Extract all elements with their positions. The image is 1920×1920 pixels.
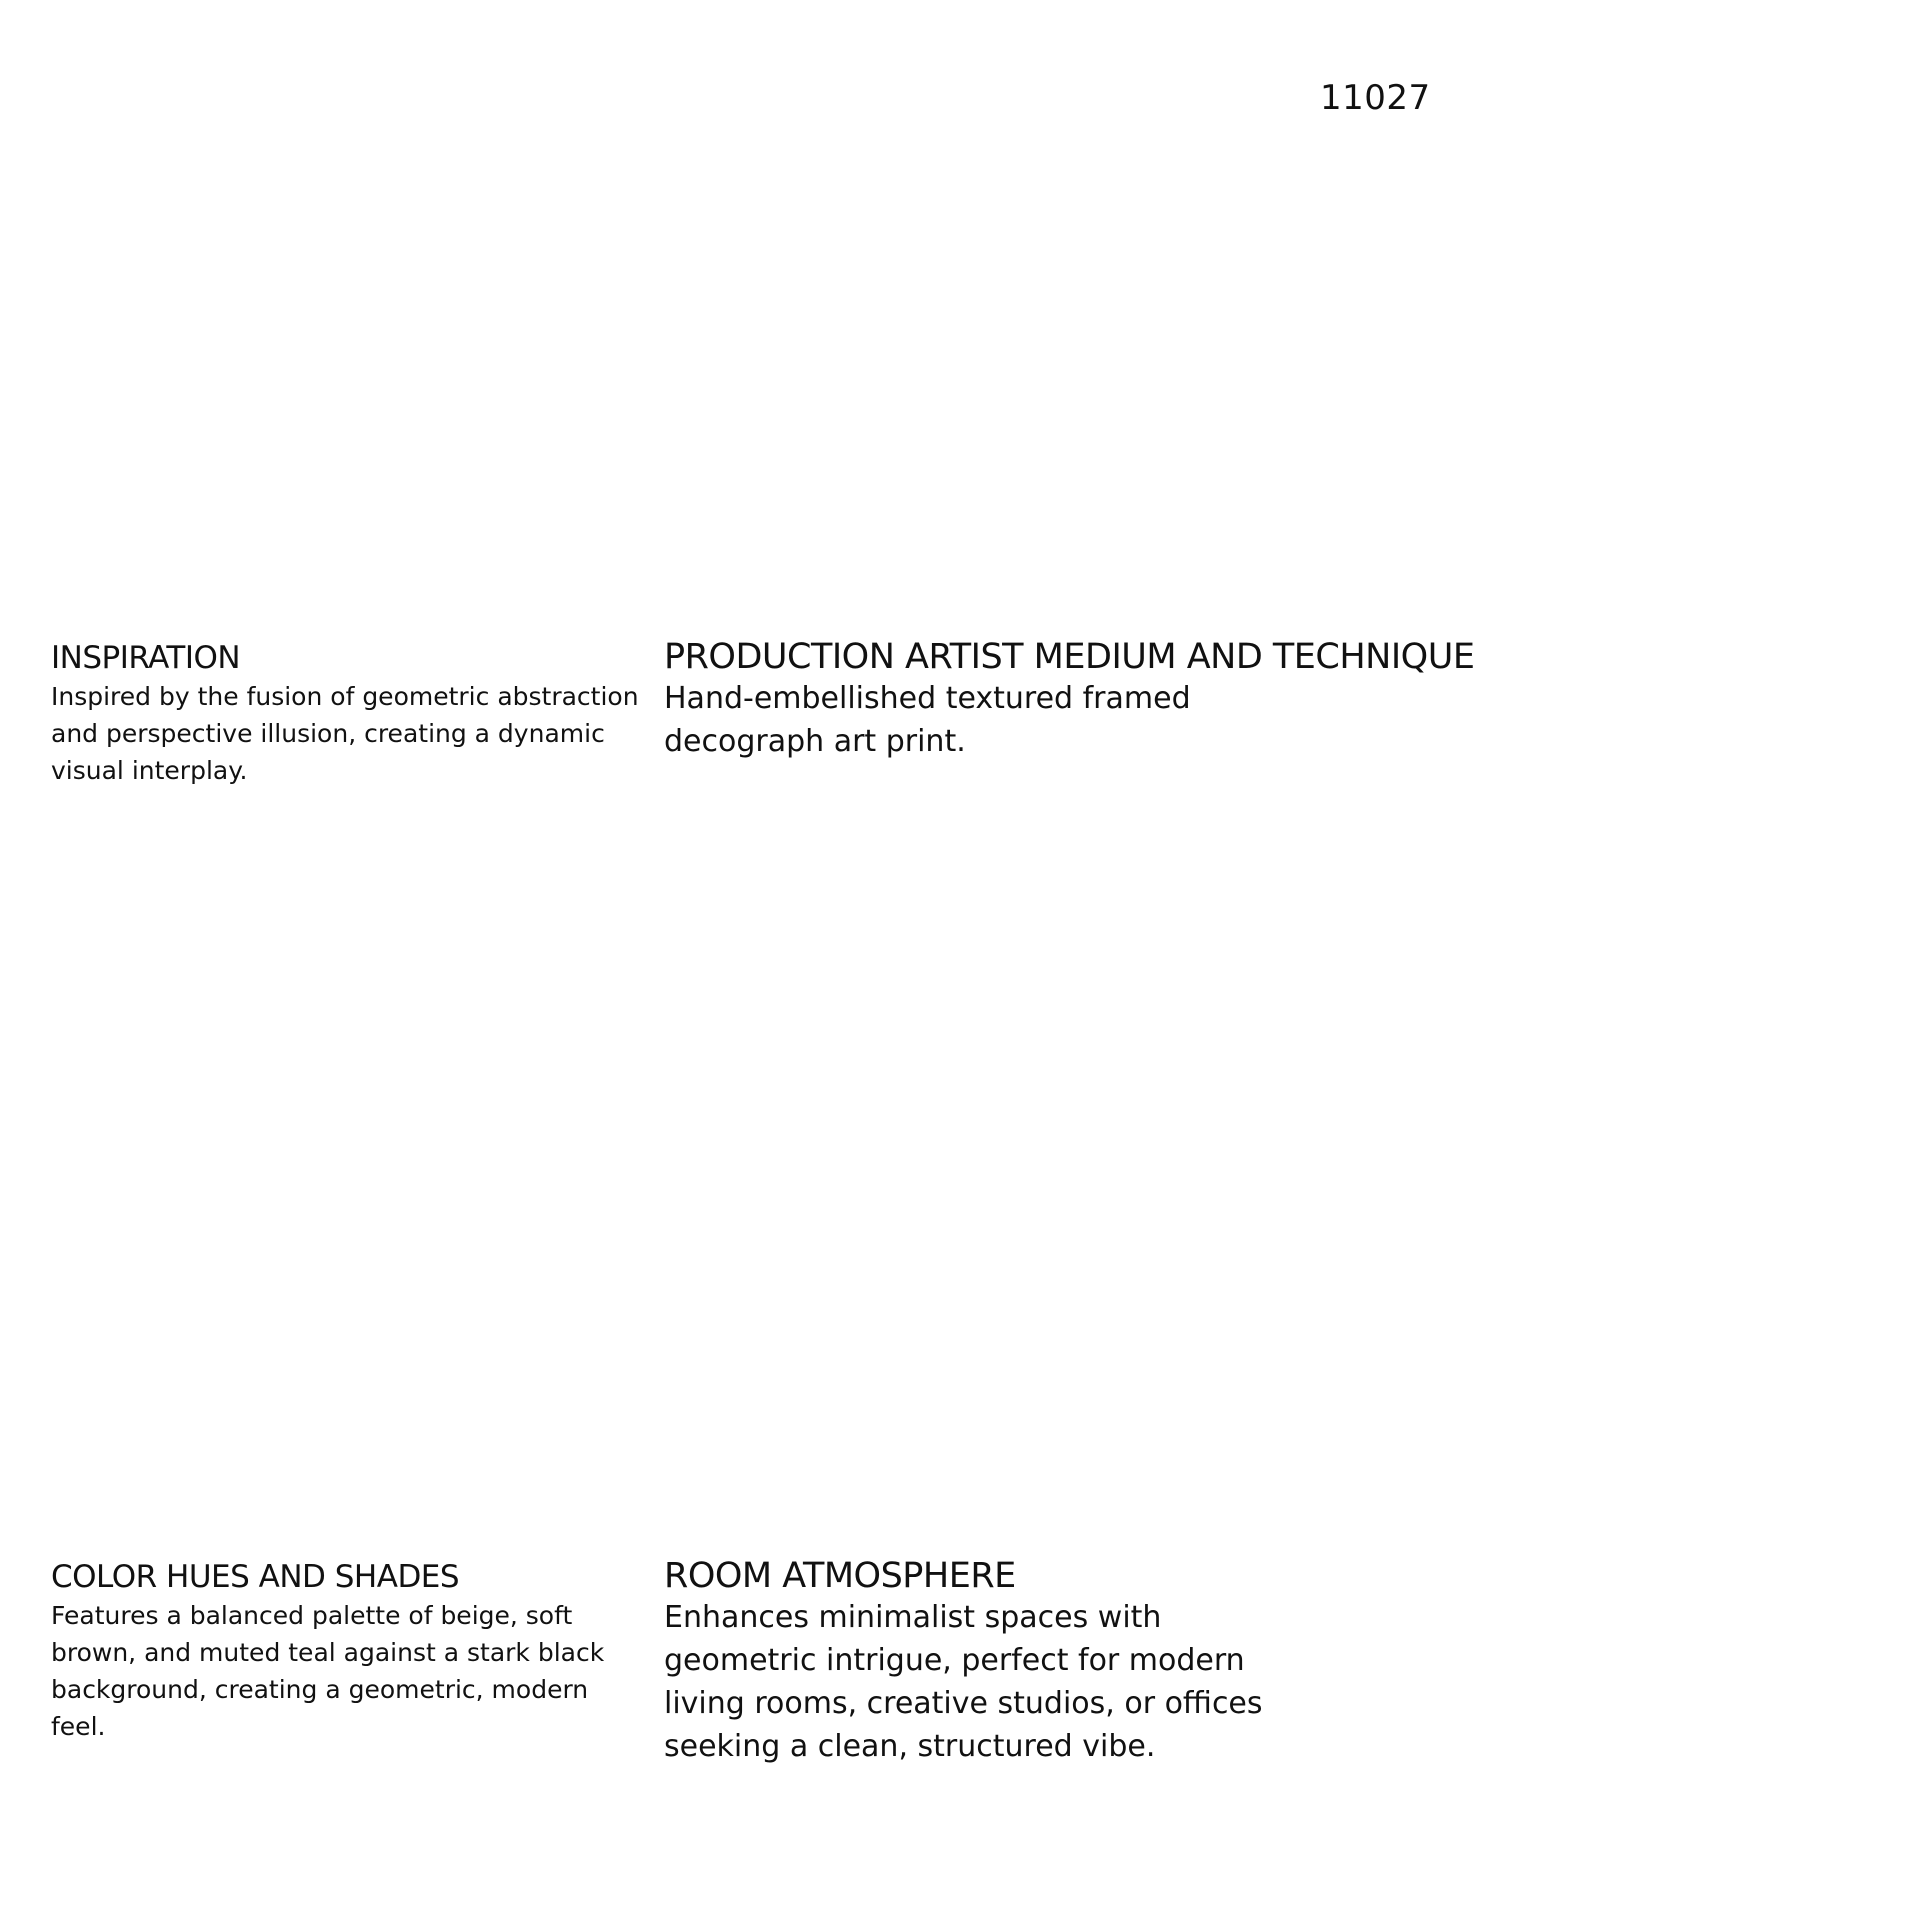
section-room [664,1556,1304,1768]
section-body-inspiration: Inspired by the fusion of geometric abstraction and perspective illusion, creating a dynamic visual interplay. [51,682,639,785]
section-body-color: Features a balanced palette of beige, soft brown, and muted teal against a stark black background, creating a geometric, modern feel. [51,1601,605,1741]
section-title-color: COLOR HUES AND SHADES [51,1559,460,1595]
section-body-room: Enhances minimalist spaces with geometric intrigue, perfect for modern living rooms, creative studios, or offices seeking a clean, structured vibe. [664,1600,1263,1764]
section-color [51,1559,611,1745]
section-title-room: ROOM ATMOSPHERE [664,1556,1016,1596]
section-production [664,637,1664,763]
section-title-production: PRODUCTION ARTIST MEDIUM AND TECHNIQUE [664,637,1475,677]
section-title-inspiration: INSPIRATION [51,640,241,676]
section-body-production: Hand-embellished textured framed decograph art print. [664,681,1191,759]
product-code: 11027 [1320,78,1431,118]
section-inspiration [51,640,641,789]
